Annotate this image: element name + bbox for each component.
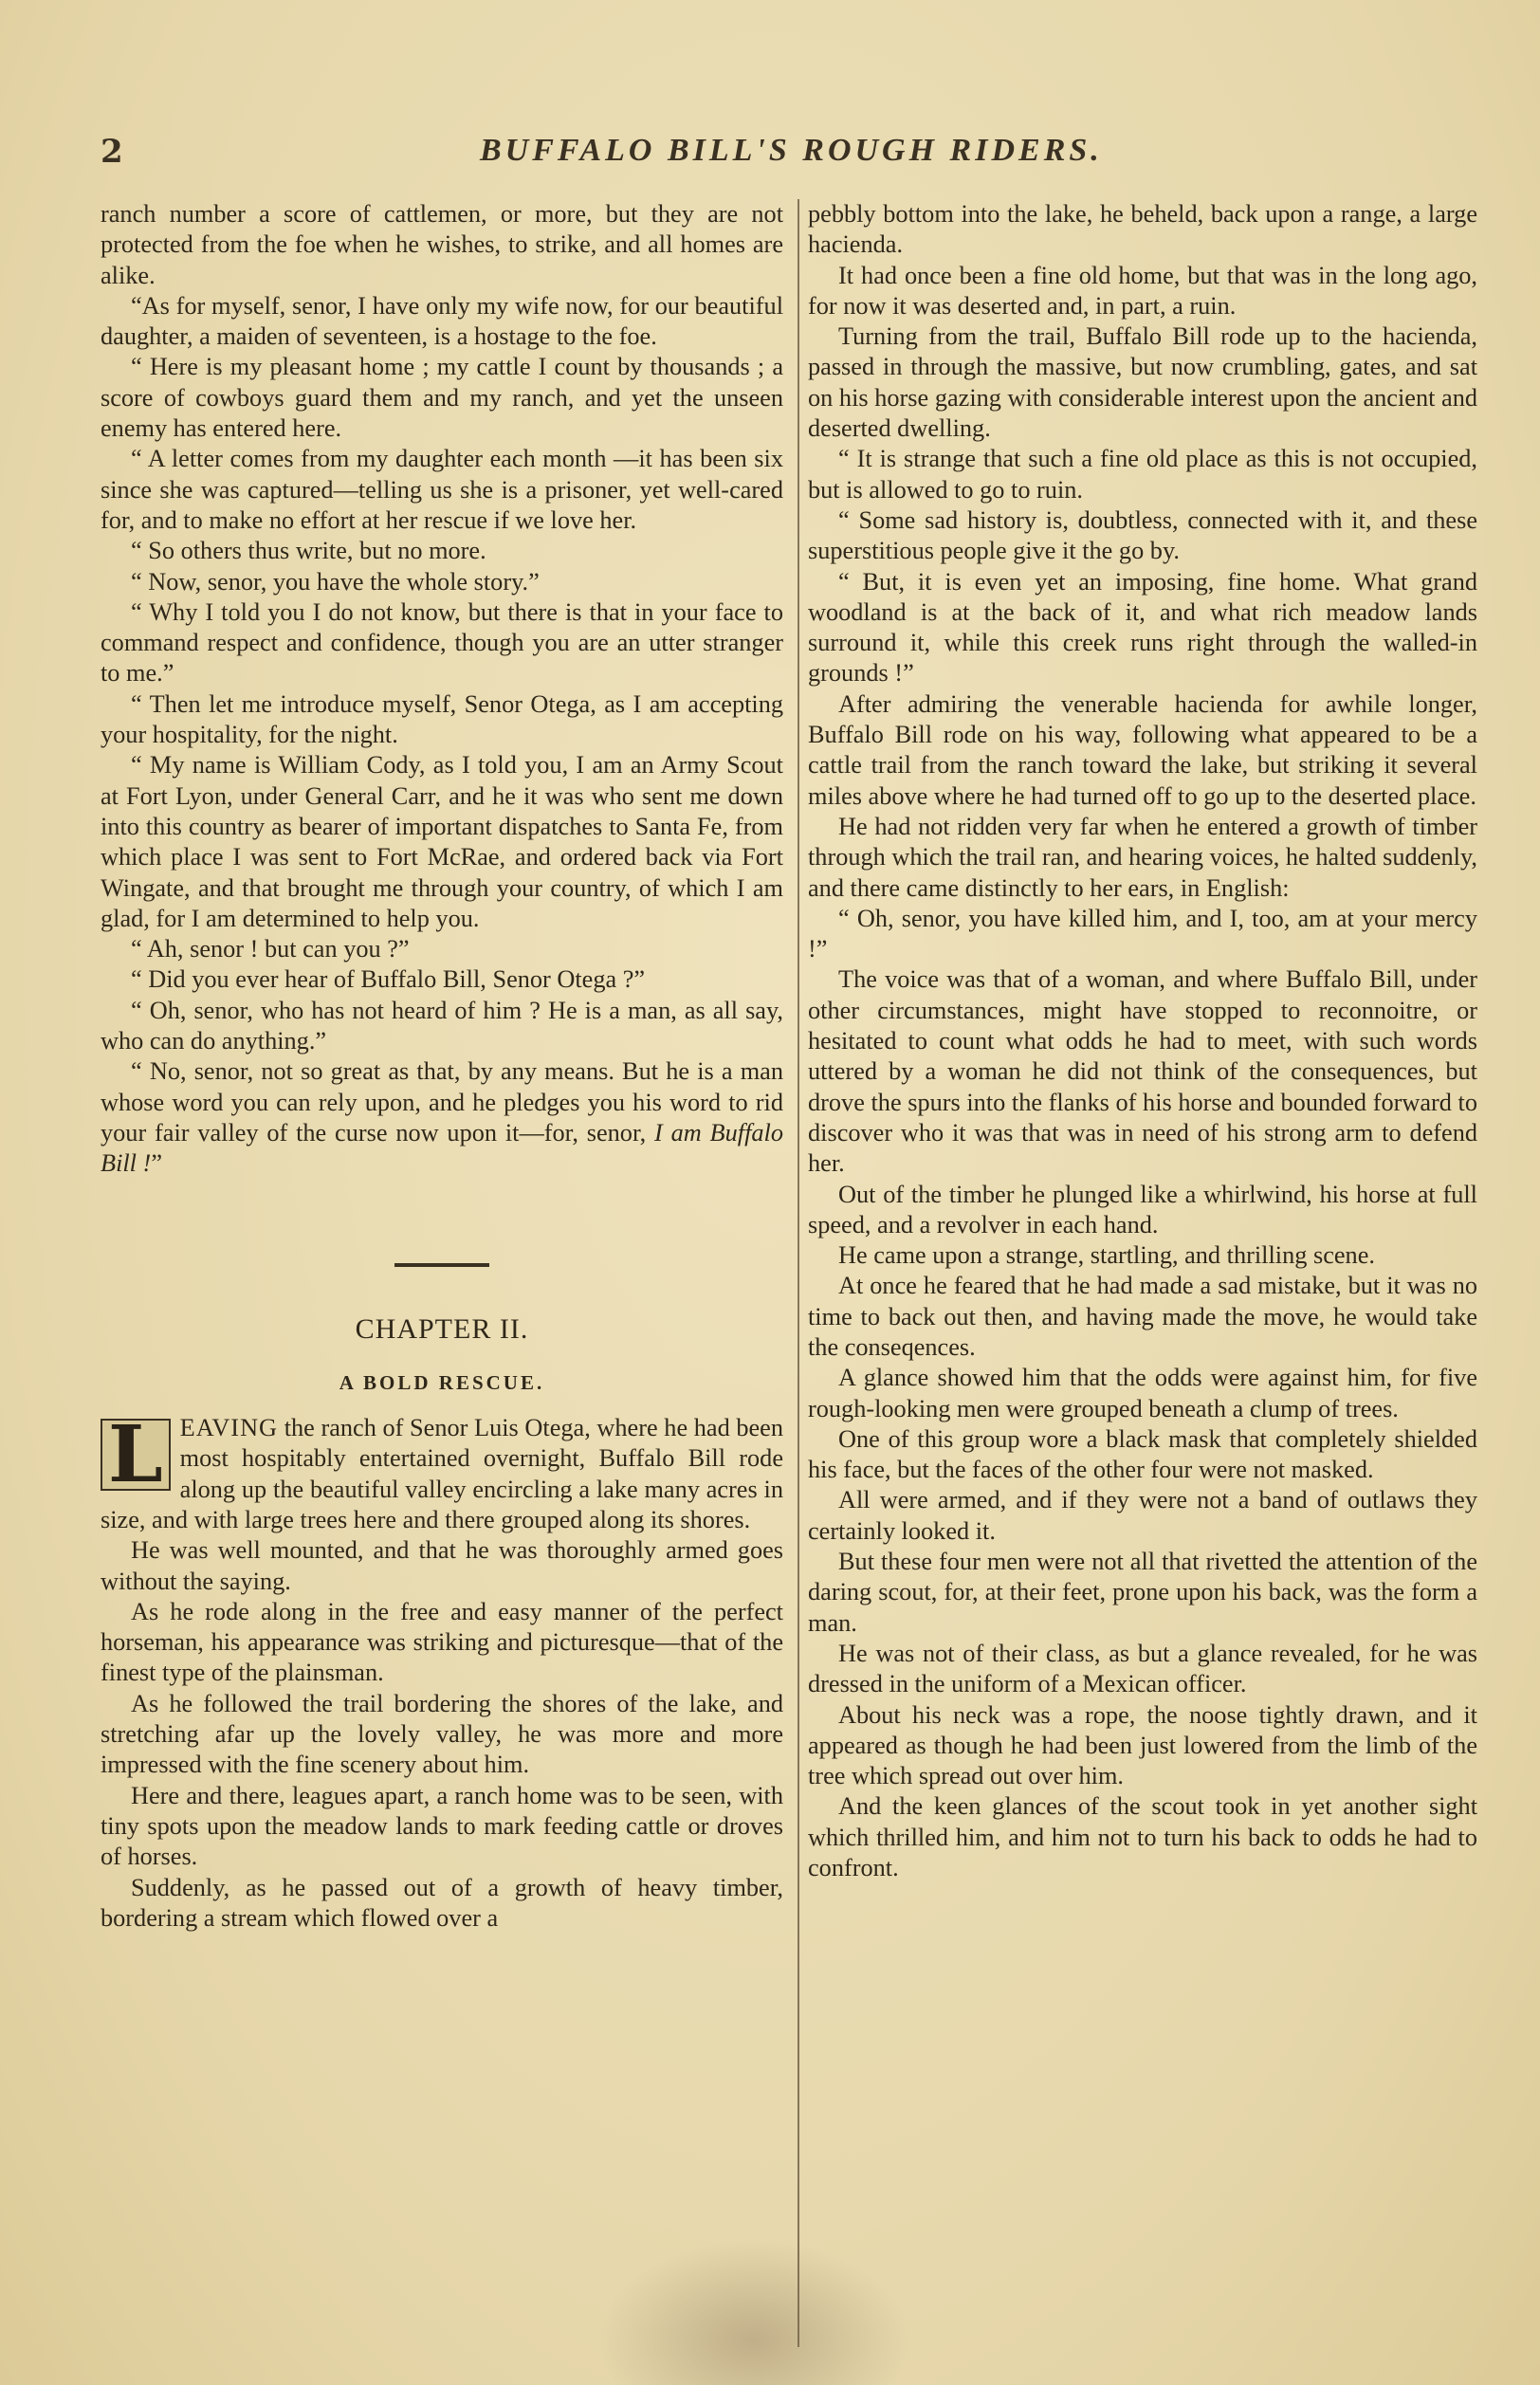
paragraph: “ Ah, senor ! but can you ?” [131,935,410,963]
paragraph: “ Why I told you I do not know, but there is that in your face to command respect and confidence, though you are an utter stranger to me.” [101,597,783,688]
opening-word: EAVING [179,1414,279,1442]
paragraph: About his neck was a rope, the noose tightly drawn, and it appeared as though he had been just lowered from the limb of the tree which spread out over him. [808,1700,1477,1790]
paragraph: Out of the timber he plunged like a whirlwind, his horse at full speed, and a revolver in each hand. [808,1180,1477,1238]
chapter-heading: CHAPTER II. [355,1312,529,1345]
chapter-subtitle: A BOLD RESCUE. [339,1370,545,1394]
paragraph: “ A letter comes from my daughter each month —it has been six since she was captured—telling us she is a prisoner, yet well-cared for, and to make no effort at her rescue if we love her. [101,445,783,534]
running-head [101,133,1485,180]
paragraph: “ Now, senor, you have the whole story.” [131,567,540,596]
paragraph: “As for myself, senor, I have only my wife now, for our beautiful daughter, a maiden of seventeen, is a hostage to the foe. [101,291,783,351]
paragraph: “ It is strange that such a fine old place as this is not occupied, but is allowed to go to ruin. [808,445,1477,504]
paragraph: And the keen glances of the scout took in yet another sight which thrilled him, and him not to turn his back to odds he had to confront. [808,1792,1477,1882]
paragraph: “ But, it is even yet an imposing, fine home. What grand woodland is at the back of it, and what rich meadow lands surround it, while this creek runs right through the walled-in grounds !” [808,567,1477,688]
paragraph: It had once been a fine old home, but that was in the long ago, for now it was deserted and, in part, a ruin. [808,261,1477,320]
paragraph: pebbly bottom into the lake, he beheld, back upon a range, a large hacienda. [808,200,1477,259]
paragraph: He came upon a strange, startling, and thrilling scene. [838,1241,1375,1270]
right-column [808,199,1477,1883]
paragraph: “ Oh, senor, you have killed him, and I, too, am at your mercy !” [808,904,1477,963]
paragraph: One of this group wore a black mask that completely shielded his face, but the faces of the other four were not masked. [808,1424,1477,1484]
paragraph: “ Then let me introduce myself, Senor Otega, as I am accepting your hospitality, for the night. [101,689,783,749]
page-number: 2 [101,133,123,171]
paragraph: He was well mounted, and that he was thoroughly armed goes without the saying. [101,1536,783,1595]
section-divider [394,1263,489,1267]
paragraph: A glance showed him that the odds were against him, for five rough-looking men were grouped beneath a clump of trees. [808,1364,1477,1422]
chapter-opening-paragraph: L EAVING the ranch of Senor Luis Otega, where he had been most hospitably entertained overnight, Buffalo Bill rode along up the beautiful valley encircling a lake many acres in size, and with large trees here and there grouped along its shores. [101,1409,783,1533]
paragraph: “ Here is my pleasant home ; my cattle I count by thousands ; a score of cowboys guard them and my ranch, and yet the unseen enemy has entered here. [101,353,783,443]
paragraph: Suddenly, as he passed out of a growth of heavy timber, bordering a stream which flowed over a [101,1873,783,1932]
paragraph: At once he feared that he had made a sad mistake, but it was no time to back out then, and having made the move, he would take the conseqences. [808,1272,1477,1361]
paragraph: As he rode along in the free and easy manner of the perfect horseman, his appearance was striking and picturesque—that of the finest type of the plainsman. [101,1597,783,1687]
paragraph: Here and there, leagues apart, a ranch home was to be seen, with tiny spots upon the meadow lands to mark feeding cattle or droves of horses. [101,1781,783,1871]
paragraph: Turning from the trail, Buffalo Bill rode up to the hacienda, passed in through the massive, but now crumbling, gates, and sat on his horse gazing with considerable interest upon the ancient and deserted dwelling. [808,322,1477,443]
paragraph: ranch number a score of cattlemen, or more, but they are not protected from the foe when he wishes, to strike, and all homes are alike. [101,200,783,289]
italic-emphasis: I am Buffalo Bill ! [101,1118,783,1178]
paragraph: As he followed the trail bordering the shores of the lake, and stretching afar up the lovely valley, he was more and more impressed with the fine scenery about him. [101,1689,783,1779]
paragraph: “ Oh, senor, who has not heard of him ? He is a man, as all say, who can do anything.” [101,996,783,1055]
paragraph: All were armed, and if they were not a band of outlaws they certainly looked it. [808,1486,1477,1545]
paragraph: After admiring the venerable hacienda for awhile longer, Buffalo Bill rode on his way, following what appeared to be a cattle trail from the ranch toward the lake, but striking it several miles above where he had turned off to go up to the deserted place. [808,689,1477,810]
left-column [101,199,783,1934]
paragraph: “ Some sad history is, doubtless, connected with it, and these superstitious people give it the go by. [808,505,1477,565]
paragraph: “ My name is William Cody, as I told you, I am an Army Scout at Fort Lyon, under General Carr, and he it was who sent me down into this country as bearer of important dispatches to Santa Fe, from which place I was sent to Fort McRae, and ordered back via Fort Wingate, and that brought me through your country, of which I am glad, for I am determined to help you. [101,751,783,932]
paragraph: The voice was that of a woman, and where Buffalo Bill, under other circumstances, might have stopped to reconnoitre, or hesitated to count what odds he had to meet, with such words uttered by a woman he did not think of the consequences, but drove the spurs into the flanks of his horse and bounded forward to discover who it was that was in need of his strong arm to defend her. [808,965,1477,1178]
column-divider [798,199,799,2347]
paragraph: He was not of their class, as but a glance revealed, for he was dressed in the uniform of a Mexican officer. [808,1639,1477,1698]
drop-cap: L [101,1419,171,1491]
running-title: BUFFALO BILL'S ROUGH RIDERS. [480,133,1103,168]
paragraph: “ So others thus write, but no more. [131,537,486,565]
paragraph-final-dialogue: “ No, senor, not so great as that, by any means. But he is a man whose word you can rely upon, and he pledges you his word to rid your fair valley of the curse now upon it—for, senor, I am Buffalo Bill !” [101,1057,783,1178]
paragraph: “ Did you ever hear of Buffalo Bill, Senor Otega ?” [131,965,646,994]
paragraph: But these four men were not all that rivetted the attention of the daring scout, for, at their feet, prone upon his back, was the form a man. [808,1548,1477,1637]
paper-stain [597,2238,910,2385]
paragraph: He had not ridden very far when he entered a growth of timber through which the trail ran, and hearing voices, he halted suddenly, and there came distinctly to her ears, in English: [808,812,1477,902]
